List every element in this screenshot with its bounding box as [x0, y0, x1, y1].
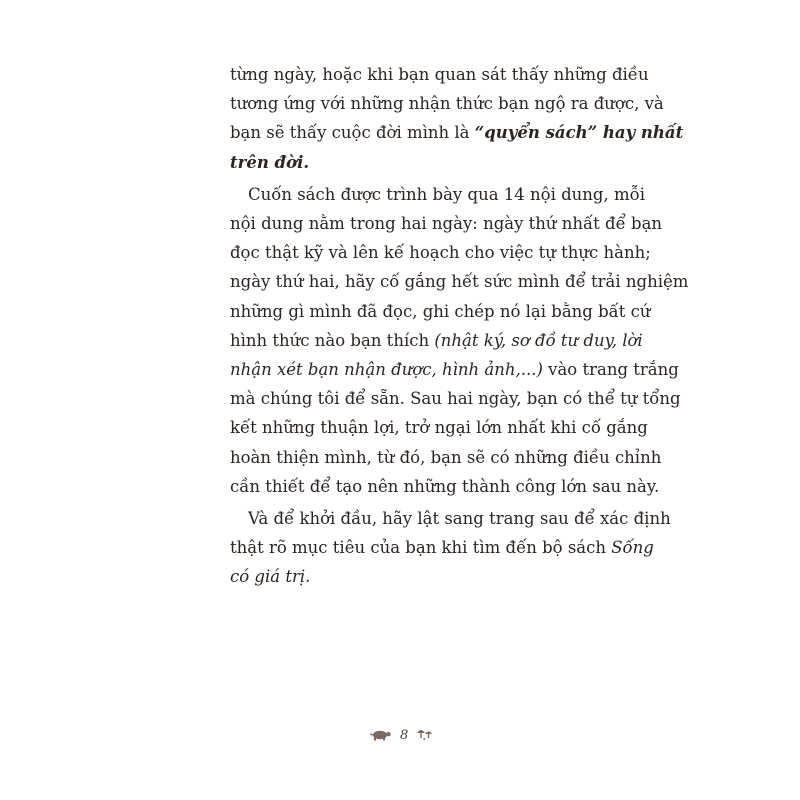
emphasis-text: trên đời.	[230, 152, 310, 172]
paragraph-1	[230, 60, 684, 177]
page-number: 8	[400, 727, 409, 743]
text-line	[230, 355, 679, 384]
body-text	[230, 60, 689, 592]
text-run: hình thức nào bạn thích	[230, 330, 435, 350]
text-line	[230, 148, 578, 177]
emphasis-text: “quyển sách” hay nhất	[474, 123, 684, 143]
text-line: kết những thuận lợi, trở ngại lớn nhất khi cố gắng	[230, 418, 648, 438]
text-line: mà chúng tôi để sẵn. Sau hai ngày, bạn có thể tự tổng	[230, 389, 681, 409]
text-line: đọc thật kỹ và lên kế hoạch cho việc tự thực hành;	[230, 243, 651, 263]
text-line: Và để khởi đầu, hãy lật sang trang sau để xác định	[248, 509, 671, 529]
text-line: nội dung nằm trong hai ngày: ngày thứ nhất để bạn	[230, 214, 663, 234]
text-run: vào trang trắng	[542, 360, 679, 380]
turtle-icon	[370, 726, 392, 745]
italic-text: Sống	[611, 538, 654, 558]
italic-text: nhận xét bạn nhận được, hình ảnh,...)	[230, 360, 543, 380]
text-line: ngày thứ hai, hãy cố gắng hết sức mình để trải nghiệm	[230, 272, 689, 292]
text-line	[230, 533, 654, 562]
paragraph-3	[230, 504, 671, 592]
text-line	[230, 562, 578, 591]
text-line: hoàn thiện mình, từ đó, bạn sẽ có những điều chỉnh	[230, 447, 662, 467]
text-run: thật rõ mục tiêu của bạn khi tìm đến bộ sách	[230, 538, 612, 558]
text-line: từng ngày, hoặc khi bạn quan sát thấy những điều	[230, 65, 649, 84]
text-line	[230, 118, 684, 147]
text-line: những gì mình đã đọc, ghi chép nó lại bằng bất cứ	[230, 301, 651, 321]
text-line: cần thiết để tạo nên những thành công lớn sau này.	[230, 476, 660, 496]
page-footer	[370, 724, 450, 746]
paragraph-2	[230, 180, 689, 501]
text-line: Cuốn sách được trình bày qua 14 nội dung, mỗi	[248, 184, 645, 204]
italic-text: (nhật ký, sơ đồ tư duy, lời	[434, 330, 643, 350]
italic-text: có giá trị.	[230, 567, 311, 587]
text-line	[230, 326, 643, 355]
mushroom-icon	[416, 726, 434, 745]
text-line: tương ứng với những nhận thức bạn ngộ ra được, và	[230, 94, 664, 114]
text-run: bạn sẽ thấy cuộc đời mình là	[230, 123, 475, 143]
